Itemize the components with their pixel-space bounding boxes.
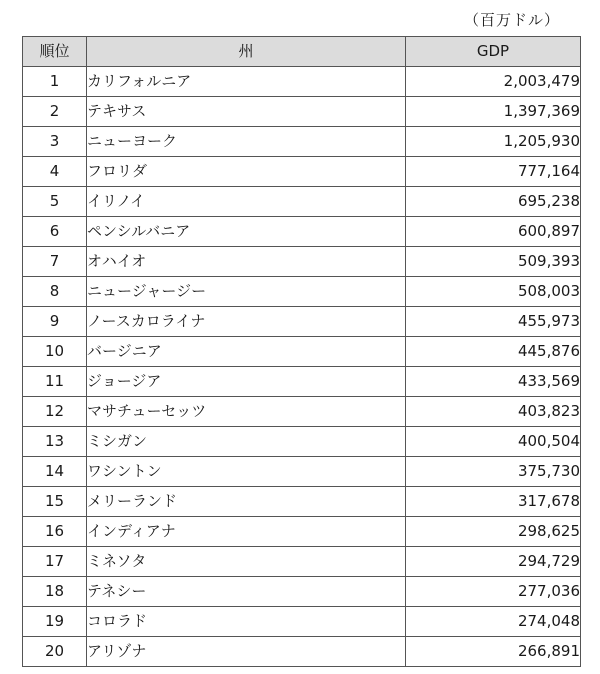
state-cell: イリノイ [87,187,406,217]
rank-cell: 6 [23,217,87,247]
state-cell: ミネソタ [87,547,406,577]
table-row [23,577,581,607]
state-cell: コロラド [87,607,406,637]
table-row [23,97,581,127]
state-cell: ノースカロライナ [87,307,406,337]
gdp-cell: 375,730 [406,457,581,487]
gdp-cell: 508,003 [406,277,581,307]
state-cell: テネシー [87,577,406,607]
gdp-cell: 294,729 [406,547,581,577]
state-cell: ニューヨーク [87,127,406,157]
rank-cell: 13 [23,427,87,457]
header-rank: 順位 [23,37,87,67]
rank-cell: 20 [23,637,87,667]
state-cell: バージニア [87,337,406,367]
state-cell: テキサス [87,97,406,127]
table-row [23,517,581,547]
table-row [23,277,581,307]
unit-note: （百万ドル） [463,11,560,29]
state-cell: オハイオ [87,247,406,277]
state-cell: カリフォルニア [87,67,406,97]
table-row [23,127,581,157]
state-cell: インディアナ [87,517,406,547]
gdp-cell: 2,003,479 [406,67,581,97]
state-cell: フロリダ [87,157,406,187]
table-body [23,67,581,667]
rank-cell: 17 [23,547,87,577]
table-row [23,187,581,217]
header-row [23,37,581,67]
gdp-ranking-table [22,36,581,667]
gdp-cell: 317,678 [406,487,581,517]
table-row [23,367,581,397]
table-row [23,457,581,487]
table-row [23,397,581,427]
rank-cell: 10 [23,337,87,367]
rank-cell: 1 [23,67,87,97]
state-cell: アリゾナ [87,637,406,667]
gdp-cell: 298,625 [406,517,581,547]
table-row [23,67,581,97]
state-cell: ニュージャージー [87,277,406,307]
rank-cell: 12 [23,397,87,427]
header-state: 州 [87,37,406,67]
gdp-cell: 1,205,930 [406,127,581,157]
rank-cell: 3 [23,127,87,157]
state-cell: マサチューセッツ [87,397,406,427]
gdp-cell: 277,036 [406,577,581,607]
table-row [23,547,581,577]
gdp-cell: 1,397,369 [406,97,581,127]
rank-cell: 19 [23,607,87,637]
state-cell: ペンシルバニア [87,217,406,247]
gdp-cell: 509,393 [406,247,581,277]
table-row [23,247,581,277]
rank-cell: 14 [23,457,87,487]
gdp-cell: 777,164 [406,157,581,187]
rank-cell: 7 [23,247,87,277]
state-cell: ミシガン [87,427,406,457]
rank-cell: 8 [23,277,87,307]
gdp-cell: 266,891 [406,637,581,667]
rank-cell: 11 [23,367,87,397]
gdp-cell: 600,897 [406,217,581,247]
table-row [23,157,581,187]
table-header [23,37,581,67]
rank-cell: 2 [23,97,87,127]
table-row [23,487,581,517]
state-cell: ジョージア [87,367,406,397]
table-row [23,637,581,667]
gdp-cell: 445,876 [406,337,581,367]
gdp-cell: 400,504 [406,427,581,457]
table-row [23,307,581,337]
gdp-cell: 433,569 [406,367,581,397]
rank-cell: 15 [23,487,87,517]
gdp-cell: 695,238 [406,187,581,217]
state-cell: ワシントン [87,457,406,487]
gdp-cell: 455,973 [406,307,581,337]
table-row [23,607,581,637]
header-gdp: GDP [406,37,581,67]
gdp-cell: 403,823 [406,397,581,427]
table-row [23,427,581,457]
table-row [23,217,581,247]
rank-cell: 9 [23,307,87,337]
table-row [23,337,581,367]
rank-cell: 4 [23,157,87,187]
state-cell: メリーランド [87,487,406,517]
rank-cell: 5 [23,187,87,217]
gdp-cell: 274,048 [406,607,581,637]
rank-cell: 18 [23,577,87,607]
rank-cell: 16 [23,517,87,547]
